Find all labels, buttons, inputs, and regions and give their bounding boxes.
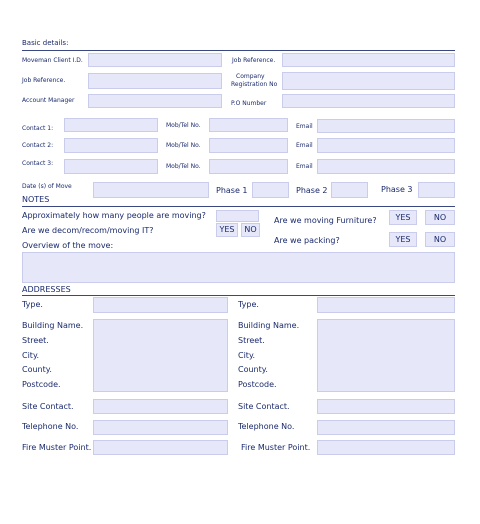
furniture-yes-button[interactable]: YES — [389, 210, 417, 225]
po-number-field[interactable] — [282, 94, 455, 108]
right-building-name-label: Building Name. — [238, 321, 300, 330]
contact-2-field[interactable] — [64, 138, 158, 153]
phase-2-label: Phase 2 — [296, 186, 328, 195]
company-registration-field[interactable] — [282, 72, 455, 90]
contact-3-mob-label: Mob/Tel No. — [166, 163, 201, 170]
contact-2-email-field[interactable] — [317, 138, 455, 153]
decom-label: Are we decom/recom/moving IT? — [22, 226, 154, 235]
contact-3-label: Contact 3: — [22, 160, 54, 167]
left-building-name-label: Building Name. — [22, 321, 84, 330]
right-site-contact-label: Site Contact. — [238, 402, 290, 411]
phase-3-field[interactable] — [418, 182, 455, 198]
left-type-label: Type. — [22, 300, 43, 309]
account-manager-field[interactable] — [88, 94, 222, 108]
packing-label: Are we packing? — [274, 236, 340, 245]
right-telephone-label: Telephone No. — [238, 422, 295, 431]
phase-2-field[interactable] — [331, 182, 368, 198]
moveman-client-id-field[interactable] — [88, 53, 222, 67]
right-address-field[interactable] — [317, 319, 455, 392]
left-county-label: County. — [22, 365, 52, 374]
phase-3-label: Phase 3 — [381, 185, 413, 194]
left-telephone-field[interactable] — [93, 420, 228, 435]
contact-3-mob-field[interactable] — [209, 159, 288, 174]
contact-2-mob-label: Mob/Tel No. — [166, 142, 201, 149]
addresses-rule — [22, 295, 455, 296]
furniture-no-button[interactable]: NO — [425, 210, 455, 225]
left-address-field[interactable] — [93, 319, 228, 392]
right-site-contact-field[interactable] — [317, 399, 455, 414]
left-street-label: Street. — [22, 336, 49, 345]
notes-rule — [22, 206, 455, 207]
left-site-contact-label: Site Contact. — [22, 402, 74, 411]
people-moving-label: Approximately how many people are moving? — [22, 211, 206, 220]
company-registration-label-line1: Company — [236, 73, 265, 80]
contact-1-label: Contact 1: — [22, 125, 54, 132]
contact-2-email-label: Email — [296, 142, 313, 149]
contact-1-mob-label: Mob/Tel No. — [166, 122, 201, 129]
right-type-field[interactable] — [317, 297, 455, 313]
right-city-label: City. — [238, 351, 256, 360]
left-postcode-label: Postcode. — [22, 380, 61, 389]
packing-no-button[interactable]: NO — [425, 232, 455, 247]
right-type-label: Type. — [238, 300, 259, 309]
overview-textarea[interactable] — [22, 252, 455, 283]
left-fire-muster-field[interactable] — [93, 440, 228, 455]
right-telephone-field[interactable] — [317, 420, 455, 435]
left-fire-muster-label: Fire Muster Point. — [22, 443, 92, 452]
dates-of-move-label: Date (s) of Move — [22, 183, 72, 190]
right-postcode-label: Postcode. — [238, 380, 277, 389]
right-street-label: Street. — [238, 336, 265, 345]
po-number-label: P.O Number — [231, 100, 267, 107]
decom-yes-button[interactable]: YES — [216, 223, 238, 237]
contact-3-field[interactable] — [64, 159, 158, 174]
contact-1-email-field[interactable] — [317, 119, 455, 133]
moveman-client-id-label: Moveman Client I.D. — [22, 57, 83, 64]
phase-1-label: Phase 1 — [216, 186, 248, 195]
contact-3-email-field[interactable] — [317, 159, 455, 174]
contact-1-mob-field[interactable] — [209, 118, 288, 132]
right-county-label: County. — [238, 365, 268, 374]
contact-1-email-label: Email — [296, 123, 313, 130]
job-reference-label-right: Job Reference. — [232, 57, 276, 64]
notes-heading: NOTES — [22, 195, 50, 204]
packing-yes-button[interactable]: YES — [389, 232, 417, 247]
job-reference-field-left[interactable] — [88, 73, 222, 89]
contact-3-email-label: Email — [296, 163, 313, 170]
basic-details-heading: Basic details: — [22, 39, 69, 47]
left-site-contact-field[interactable] — [93, 399, 228, 414]
basic-details-rule — [22, 50, 455, 51]
moving-furniture-label: Are we moving Furniture? — [274, 216, 377, 225]
dates-of-move-field[interactable] — [93, 182, 209, 198]
left-city-label: City. — [22, 351, 40, 360]
right-fire-muster-label: Fire Muster Point. — [241, 443, 311, 452]
job-reference-label-left: Job Reference. — [22, 77, 66, 84]
decom-no-button[interactable]: NO — [241, 223, 260, 237]
people-moving-field[interactable] — [216, 210, 259, 222]
addresses-heading: ADDRESSES — [22, 285, 71, 294]
left-telephone-label: Telephone No. — [22, 422, 79, 431]
job-reference-field-right[interactable] — [282, 53, 455, 67]
phase-1-field[interactable] — [252, 182, 289, 198]
left-type-field[interactable] — [93, 297, 228, 313]
contact-2-mob-field[interactable] — [209, 138, 288, 153]
right-fire-muster-field[interactable] — [317, 440, 455, 455]
company-registration-label-line2: Registration No — [231, 81, 278, 88]
contact-2-label: Contact 2: — [22, 142, 54, 149]
overview-label: Overview of the move: — [22, 241, 114, 250]
account-manager-label: Account Manager — [22, 97, 75, 104]
contact-1-field[interactable] — [64, 118, 158, 132]
